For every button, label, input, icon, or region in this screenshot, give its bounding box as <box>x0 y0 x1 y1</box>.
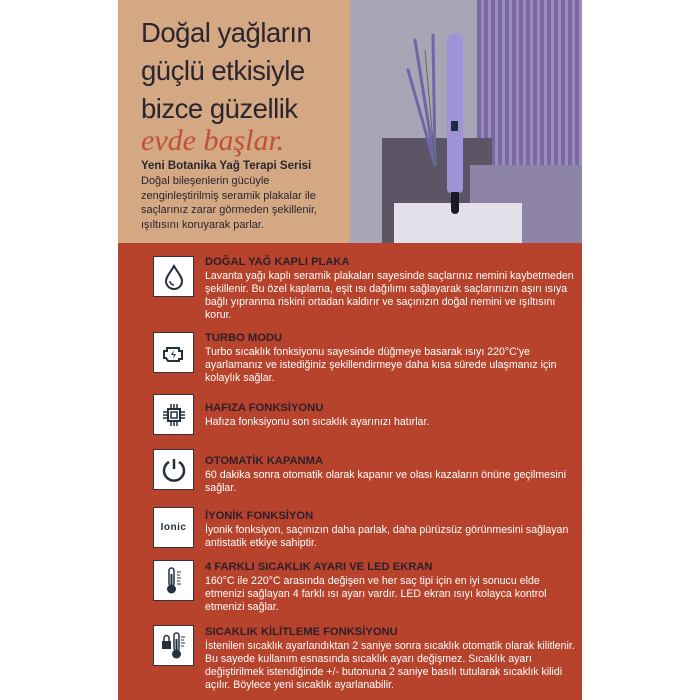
headline-line-2: güçlü etkisiyle <box>141 55 305 86</box>
feature-body: Turbo sıcaklık fonksiyonu sayesinde düğmeye basarak ısıyı 220°C'ye ayarlamanız ve istediğiniz şekillendirmeye daha kısa sürede ulaşmanız için kolaylık sağlar. <box>205 346 557 384</box>
feature-body: Lavanta yağı kaplı seramik plakaları sayesinde saçlarınız nemini kaybetmeden şekillenir. Bu özel kaplama, eşit ısı dağılımı sağlayarak saçlarınızın aşırı ısıya bağlı yıpranma riskini ortadan kaldırır ve saçınızın doğal nemini ve ışıltısını korur. <box>205 270 574 321</box>
headline-accent: evde başlar. <box>141 124 285 157</box>
feature-title: SICAKLIK KİLİTLEME FONKSİYONU <box>205 626 398 638</box>
hair-straightener <box>447 33 463 193</box>
power-icon <box>153 449 194 490</box>
led-display <box>451 121 458 131</box>
feature-body: İstenilen sıcaklık ayarlandıktan 2 saniye sonra sıcaklık otomatik olarak kilitlenir. Bu sayede kullanım esnasında sıcaklık ayarı değişmez. Sıcaklık ayarı değiştirilmek istendiğinde +/- butonuna 2 saniye basılı tutularak sıcaklık kilidi açılır. Böylece yeni sıcaklık ayarlanabilir. <box>205 640 575 691</box>
feature-title: HAFIZA FONKSİYONU <box>205 402 324 414</box>
headline-line-1: Doğal yağların <box>141 17 312 48</box>
feature-body: 160°C ile 220°C arasında değişen ve her saç tipi için en iyi sonucu elde etmenizi sağlayan 4 farklı ısı ayarı vardır. LED ekran ısıyı kolayca kontrol etmenizi sağlar. <box>205 575 547 613</box>
thermometer-icon <box>153 560 194 601</box>
product-photo <box>350 0 582 243</box>
feature-title: DOĞAL YAĞ KAPLI PLAKA <box>205 256 350 268</box>
memory-chip-icon <box>153 394 194 435</box>
product-infographic <box>118 0 582 700</box>
lock-thermometer-icon <box>153 625 194 666</box>
power-cord <box>451 192 459 214</box>
oil-drop-icon <box>153 256 194 297</box>
hero-text-panel <box>118 0 350 243</box>
feature-body: 60 dakika sonra otomatik olarak kapanır ve olası kazaların önüne geçilmesini sağlar. <box>205 469 566 494</box>
feature-body: Hafıza fonksiyonu son sıcaklık ayarınızı hatırlar. <box>205 416 430 428</box>
ionic-icon-label: Ionic <box>160 522 187 533</box>
turbo-engine-icon <box>153 332 194 373</box>
feature-title: İYONİK FONKSİYON <box>205 510 314 522</box>
headline-line-3: bizce güzellik <box>141 93 298 124</box>
lavender-icon <box>405 30 445 170</box>
feature-body: İyonik fonksiyon, saçınızın daha parlak, daha pürüzsüz görünmesini sağlayan antistatik etkiye sahiptir. <box>205 524 569 549</box>
series-description: Doğal bileşenlerin gücüyle zenginleştirilmiş seramik plakalar ile saçlarınız zarar görmeden şekillenir, ışıltısını koruyarak parlar. <box>141 175 318 232</box>
feature-title: OTOMATİK KAPANMA <box>205 455 324 467</box>
feature-title: 4 FARKLI SICAKLIK AYARI VE LED EKRAN <box>205 561 433 573</box>
feature-title: TURBO MODU <box>205 332 283 344</box>
ionic-icon <box>153 507 194 548</box>
series-title: Yeni Botanika Yağ Terapi Serisi <box>141 160 312 172</box>
